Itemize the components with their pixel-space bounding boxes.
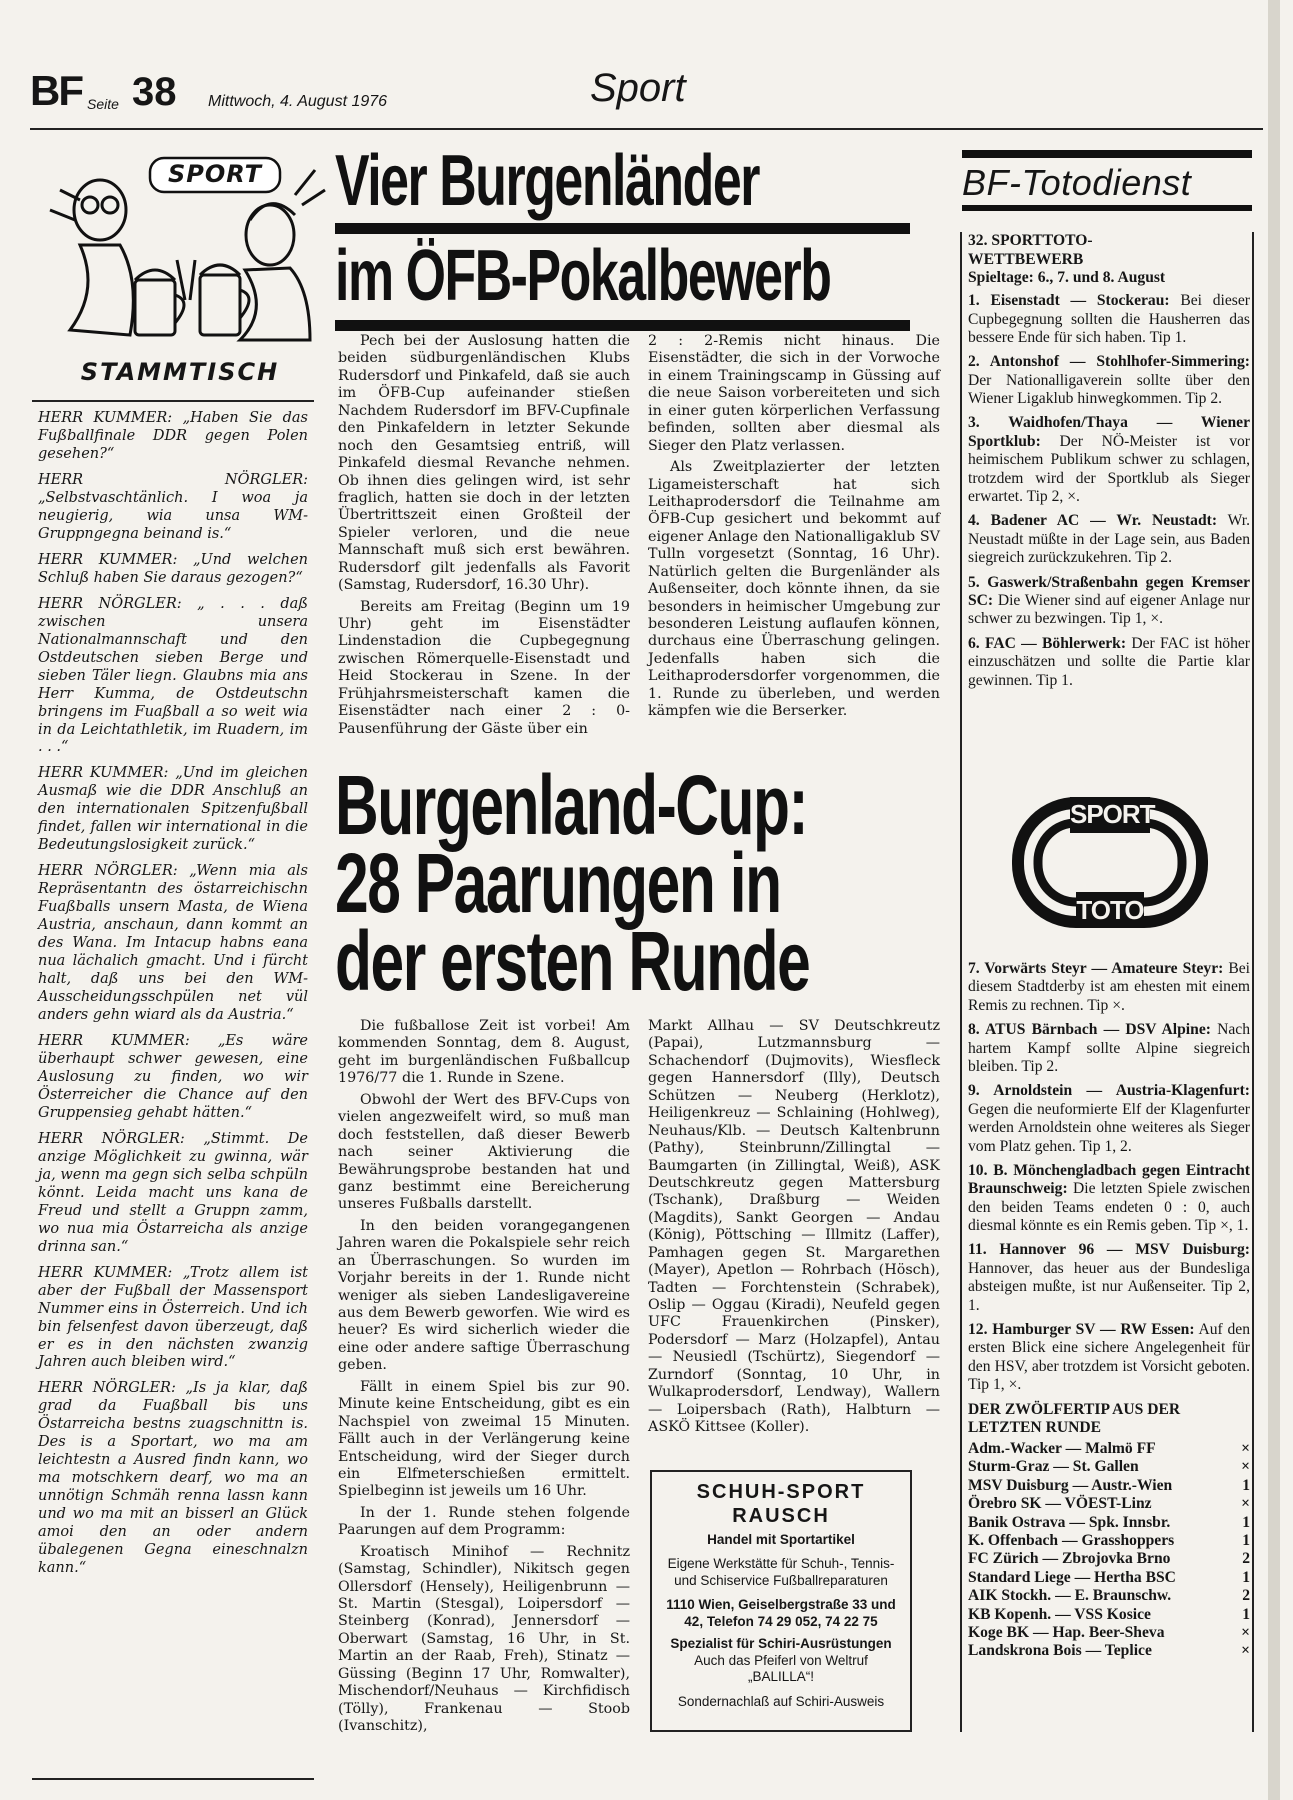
tip-teams: 11. Hannover 96 — MSV Duisburg: — [968, 1241, 1250, 1259]
ad-specialist: Spezialist für Schiri-Ausrüstungen — [670, 1636, 892, 1652]
tip-teams: 10. B. Mönchengladbach gegen Eintracht Braunschweig: — [968, 1161, 1250, 1198]
paper-logo: BF — [30, 67, 82, 114]
zwoelfer-match: K. Offenbach — Grasshoppers — [968, 1531, 1175, 1549]
tip-text: Der Nationalligaverein sollte über den Wiener Ligaklub hinwegkommen. Tip 2. — [968, 371, 1250, 408]
toto-tip — [968, 1162, 1250, 1236]
ad-pfeiferl: Auch das Pfeiferl von Weltruf „BALILLA“! — [694, 1652, 868, 1685]
article-paragraph: Fällt in einem Spiel bis zur 90. Minute keine Entscheidung, gibt es ein Nachspiel von zweimal 15 Minuten. Fällt auch in der Verlängerung keine Entscheidung, wird der Sieger durch ein Elfmeterschießen ermittelt. Spielbeginn ist jeweils um 16 Uhr. — [338, 1378, 630, 1500]
zwoelfer-match: MSV Duisburg — Austr.-Wien — [968, 1476, 1173, 1494]
zwoelfer-match: Banik Ostrava — Spk. Innsbr. — [968, 1513, 1171, 1531]
ad-name-line1: SCHUH-SPORT — [696, 1481, 866, 1503]
tip-teams: 4. Badener AC — Wr. Neustadt: — [968, 512, 1218, 530]
table-row — [968, 1495, 1250, 1513]
zwoelfer-match: FC Zürich — Zbrojovka Brno — [968, 1550, 1171, 1568]
tip-text: Hannover, das heuer aus der Bundesliga absteigen mußte, ist nur Außenseiter. Tip 2, 1. — [968, 1259, 1250, 1314]
zwoelfer-match: AIK Stockh. — E. Braunschw. — [968, 1587, 1172, 1605]
toto-tips-block-a — [968, 232, 1250, 696]
toto-tips-block-b — [968, 960, 1250, 1661]
zwoelfer-heading: DER ZWÖLFERTIP AUS DER LETZTEN RUNDE — [968, 1400, 1181, 1437]
article-paragraph: Die fußballose Zeit ist vorbei! Am kommenden Sonntag, dem 8. August, geht im burgenländischen Fußballcup 1976/77 die 1. Runde in Szene. — [338, 1018, 630, 1087]
ad-name-line2: RAUSCH — [732, 1505, 830, 1527]
zwoelfer-tip: × — [1241, 1642, 1250, 1660]
issue-date: Mittwoch, 4. August 1976 — [208, 93, 388, 110]
toto-tip — [968, 512, 1250, 567]
tip-text: Auf den ersten Blick eine sichere Angelegenheit für den HSV, aber trotzdem ist Vorsicht geboten. Tip 1, ×. — [968, 1321, 1250, 1394]
dialogue-paragraph: HERR KUMMER: „Haben Sie das Fußballfinale DDR gegen Polen gesehen?“ — [38, 410, 308, 462]
tip-teams: 9. Arnoldstein — Austria-Klagenfurt: — [968, 1082, 1250, 1100]
table-row — [968, 1477, 1250, 1495]
article-paragraph: Pech bei der Auslosung hatten die beiden südburgenländischen Klubs Rudersdorf und Pinkafeld, daß sie auch im ÖFB-Cup aufeinander stießen Nachdem Rudersdorf im BFV-Cupfinale den Pinkafeldern in letzter Sekunde noch den Gesamtsieg entriß, will Pinkafeld diesmal Revanche nehmen. Ob ihnen dies gelingen wird, ist sehr fraglich, hatten sie doch in der letzten Übertrittszeit einen Großteil der Spieler verloren, und die neue Mannschaft muß sich erst bewähren. Rudersdorf gilt jedenfalls als Favorit (Samstag, Rudersdorf, 16.30 Uhr). — [338, 333, 630, 594]
stammtisch-logo-bottom: STAMMTISCH — [80, 358, 280, 386]
ad-address: 1110 Wien, Geiselbergstraße 33 und 42, Telefon 74 29 052, 74 22 75 — [666, 1597, 896, 1629]
tip-text: Die Wiener sind auf eigener Anlage nur schwer zu bezwingen. Tip 1, ×. — [968, 591, 1250, 628]
article2-headline-line2: 28 Paarungen in — [335, 836, 781, 930]
toto-tip — [968, 960, 1250, 1015]
tip-text: Nach hartem Kampf sollte Alpine siegreich bleiben. Tip 2. — [968, 1021, 1250, 1075]
table-row — [968, 1624, 1250, 1642]
stammtisch-logo-top: SPORT — [167, 160, 263, 188]
table-row — [968, 1514, 1250, 1532]
table-row — [968, 1569, 1250, 1587]
column-rule — [1252, 232, 1254, 1732]
zwoelfer-tip: 2 — [1242, 1587, 1250, 1605]
dialogue-paragraph: HERR KUMMER: „Und im gleichen Ausmaß wie die DDR Anschluß an den internationalen Spitzenfußball findet, fallen wir international in die Bedeutungslosigkeit zurück.“ — [38, 765, 308, 854]
table-row — [968, 1550, 1250, 1568]
tip-teams: 8. ATUS Bärnbach — DSV Alpine: — [968, 1021, 1211, 1039]
ad-discount: Sondernachlaß auf Schiri-Ausweis — [677, 1693, 885, 1709]
zwoelfer-match: Adm.-Wacker — Malmö FF — [968, 1440, 1156, 1457]
zwoelfer-tip: × — [1241, 1440, 1250, 1457]
toto-tip — [968, 1321, 1250, 1395]
tip-text: Wr. Neustadt müßte in der Lage sein, aus Baden siegreich zurückzukehren. Tip 2. — [968, 512, 1250, 567]
article1-col2 — [648, 333, 940, 725]
zwoelfer-tip: 1 — [1242, 1568, 1250, 1586]
ad-workshop: Eigene Werkstätte für Schuh-, Tennis- und Schiservice Fußballreparaturen — [667, 1556, 895, 1588]
toto-heading-line1: 32. SPORTTOTO- — [968, 232, 1093, 249]
article2-headline-line1: Burgenland-Cup: — [335, 758, 808, 852]
article-paragraph: Markt Allhau — SV Deutschkreutz (Papai), Lutzmannsburg — Schachendorf (Dujmovits), Wiesfleck gegen Hannersdorf (Illy), Deutsch Schützen — Neuberg (Herklotz), Heiligenkreuz — Schlaining (Hohlweg), Neuhaus/Klb. — Deutsch Kaltenbrunn (Pathy), Steinbrunn/Zillingtal — Baumgarten (in Zillingtal, Weiß), ASK Deutschkreutz gegen Mattersburg (Tschank), Draßburg — Weiden (Magdits), Sankt Georgen — Andau (König), Pöttsching — Illmitz (Laffer), Pamhagen gegen St. Margarethen (Mayer), Apetlon — Rohrbach (Hösch), Tadten — Forchtenstein (Schrabek), Oslip — Oggau (Kiradi), Neufeld gegen UFC Frauenkirchen (Pinsker), Podersdorf — Marz (Holzapfel), Antau — Neusiedl (Tschürtz), Siegendorf — Zurndorf (Sonntag, 10 Uhr, in Wulkaprodersdorf, Lendway), Wallern — Loipersbach (Rath), Halbturn — ASKÖ Kittsee (Koller). — [648, 1018, 940, 1436]
tip-text: Gegen die neuformierte Elf der Klagenfurter werden Arnoldstein ohne weiteres als Sieger vom Platz gehen. Tip 1, 2. — [968, 1100, 1250, 1155]
table-row — [968, 1532, 1250, 1550]
article2-headline — [335, 758, 935, 1008]
dialogue-paragraph: HERR NÖRGLER: „Is ja klar, daß grad da Fuaßball bis uns Östarreicha bestns zuagschnittn is. Des is a Sportart, wo ma am leichtestn a Ausred findn kann, wo ma motschkern dearf, wo ma an unnötign Schmäh renna lassn kann und wo ma mit an bisserl an Glück amoi den an oder andern übalegenen Gegna eineschnalzn kann.“ — [38, 1380, 308, 1577]
zwoelfer-tip: 1 — [1242, 1531, 1250, 1549]
tip-teams: 3. Waidhofen/Thaya — Wiener Sportklub: — [968, 414, 1250, 450]
dialogue-paragraph: HERR KUMMER: „Trotz allem ist aber der Fußball der Massensport Nummer eins in Österreich. Und ich bin felsenfest davon überzeugt, daß er es in den nächsten zwanzig Jahren auch bleiben wird.“ — [38, 1264, 308, 1371]
zwoelfer-tip: 1 — [1242, 1476, 1250, 1494]
zwoelfer-tip: × — [1241, 1458, 1250, 1476]
toto-tip — [968, 353, 1250, 408]
article-paragraph: 2 : 2-Remis nicht hinaus. Die Eisenstädter, die sich in der Vorwoche in einem Trainingscamp in Güssing auf die neue Saison vorbereiteten und sich in einer guten körperlichen Verfassung befinden, sollten aber diesmal als Sieger den Platz verlassen. — [648, 333, 940, 454]
toto-top-rule — [962, 150, 1252, 158]
tip-text: Bei diesem Stadtderby ist am ehesten mit einem Remis zu rechnen. Tip ×. — [968, 960, 1250, 1014]
toto-tip — [968, 1241, 1250, 1315]
article1-headline — [335, 141, 910, 331]
section-title: Sport — [590, 66, 686, 110]
article2-headline-line3: der ersten Runde — [335, 914, 810, 1008]
article2-col1 — [338, 1018, 630, 1740]
tip-text: Der NÖ-Meister ist vor heimischem Publikum schwer zu schlagen, trotzdem wird der Sportklub als Sieger erwartet. Tip 2, ×. — [968, 432, 1250, 506]
table-row — [968, 1606, 1250, 1624]
zwoelfer-tip: × — [1241, 1623, 1250, 1641]
toto-logo-bottom: TOTO — [1076, 895, 1144, 925]
zwoelfer-tip: 2 — [1242, 1550, 1250, 1568]
page-number: 38 — [132, 70, 177, 114]
toto-column — [962, 150, 1252, 211]
page-edge — [1268, 0, 1280, 1800]
table-row — [968, 1440, 1250, 1458]
tip-teams: 2. Antonshof — Stohlhofer-Simmering: — [968, 353, 1250, 371]
zwoelfer-match: Landskrona Bois — Teplice — [968, 1642, 1152, 1660]
headline-rule — [335, 320, 910, 331]
zwoelfer-match: Örebro SK — VÖEST-Linz — [968, 1495, 1152, 1513]
zwoelfer-match: Sturm-Graz — St. Gallen — [968, 1458, 1139, 1476]
zwoelfer-table — [968, 1440, 1250, 1661]
table-row — [968, 1458, 1250, 1476]
article-paragraph: Als Zweitplazierter der letzten Ligameisterschaft hat sich Leithaprodersdorf die Teilnahme am ÖFB-Cup gesichert und bekommt auf eigener Anlage den Nationalligaklub SV Tulln vorgesetzt (Sonntag, 16 Uhr). Natürlich gelten die Burgenländer als Außenseiter, doch könnte ihnen, da sie besonders in heimischer Umgebung zur besonderen Leistung auflaufen können, durchaus eine Überraschung gelingen. Jedenfalls haben sich die Leithaprodersdorfer vorgenommen, die 1. Runde zu überleben, und werden kämpfen wie die Berserker. — [648, 459, 940, 720]
schuh-sport-ad — [650, 1470, 912, 1732]
tip-text: Die letzten Spiele zwischen den beiden Teams endeten 0 : 0, auch diesmal könnte es ein Remis geben. Tip ×, 1. — [968, 1180, 1250, 1235]
stammtisch-dialogue — [38, 410, 308, 1586]
dialogue-paragraph: HERR NÖRGLER: „Wenn mia als Repräsentantn des östarreichischn Fuaßballs unsern Masta, de Wiena Austria, anschaun, dann kommt an des Wana. Im Intacup habns eana nua lächalich gmacht. Und i fürcht halt, daß uns bei den WM-Ausscheidungsschpülen net vül anders gehn wiard als da Austria.“ — [38, 863, 308, 1024]
page-label: Seite — [87, 96, 119, 112]
zwoelfer-tip: × — [1241, 1495, 1250, 1513]
dialogue-paragraph: HERR NÖRGLER: „Selbstvaschtänlich. I woa ja neugierig, wia unsa WM-Gruppngegna beinand is.“ — [38, 471, 308, 542]
headline-rule — [335, 223, 910, 234]
toto-title-rule — [962, 205, 1252, 211]
article2-col2 — [648, 1018, 940, 1441]
stammtisch-cartoon — [40, 150, 330, 390]
article1-headline-line2: im ÖFB-Pokalbewerb — [335, 236, 831, 316]
ad-subtitle: Handel mit Sportartikel — [707, 1532, 855, 1547]
toto-tip — [968, 574, 1250, 629]
dialogue-paragraph: HERR KUMMER: „Es wäre überhaupt schwer gewesen, eine Auslosung zu finden, wo wir Österreicher die Chance auf den Gruppensieg gehabt hätten.“ — [38, 1033, 308, 1121]
zwoelfer-tip: 1 — [1242, 1513, 1250, 1531]
tip-teams: 6. FAC — Böhlerwerk: — [968, 634, 1127, 652]
zwoelfer-match: KB Kopenh. — VSS Kosice — [968, 1605, 1151, 1623]
article-paragraph: In der 1. Runde stehen folgende Paarungen auf dem Programm: — [338, 1504, 630, 1539]
article-paragraph: Kroatisch Minihof — Rechnitz (Samstag, Schindler), Nikitsch gegen Ollersdorf (Hensely), Heiligenbrunn — St. Martin (Stesgal), Loipersdorf — Steinberg (Konrad), Jennersdorf — Oberwart (Samstag, 16 Uhr, in St. Martin an der Raab, Freh), Stinatz — Güssing (Beginn 17 Uhr, Romwalter), Mischendorf/Neuhaus — Kirchfidisch (Tölly), Frankenau — Stoob (Ivanschitz), — [338, 1543, 630, 1735]
toto-tip — [968, 635, 1250, 690]
tip-teams: 12. Hamburger SV — RW Essen: — [968, 1321, 1195, 1339]
article1-col1 — [338, 333, 630, 742]
article-paragraph: Bereits am Freitag (Beginn um 19 Uhr) geht im Eisenstädter Lindenstadion die Cupbegegnung zwischen Römerquelle-Eisenstadt und Heid Stockerau in Szene. In der Frühjahrsmeisterschaft kamen die Eisenstädter nach einer 2 : 0-Pausenführung der Gäste über ein — [338, 598, 630, 737]
toto-heading-line2: WETTBEWERB — [968, 250, 1084, 268]
table-row — [968, 1587, 1250, 1605]
toto-logo-top: SPORT — [1070, 799, 1155, 829]
tip-teams: 5. Gaswerk/Straßenbahn gegen Kremser SC: — [968, 573, 1250, 609]
article-paragraph: Obwohl der Wert des BFV-Cups von vielen angezweifelt wird, so muß man doch feststellen, daß dieser Bewerb nach seiner Aktivierung die Bewährungsprobe bestanden hat und ganz bestimmt eine Bereicherung unseres Fußballs darstellt. — [338, 1091, 630, 1213]
tip-text: Der FAC ist höher einzuschätzen und sollte die Partie klar gewinnen. Tip 1. — [968, 634, 1251, 689]
tip-text: Bei dieser Cupbegegnung sollten die Hausherren das bessere Ende für sich haben. Tip 1. — [968, 292, 1250, 346]
page-header — [30, 60, 1263, 130]
dialogue-paragraph: HERR NÖRGLER: „ . . . daß zwischen unsera Nationalmannschaft und den Ostdeutschen sieben Berge und sieben Täler liegn. Glaubns mia ans Herr Kumma, de Ostdeutschn bringens im Fuaßball a so weit wia in da Leichtathletik, im Ruadern, im . . .“ — [38, 595, 308, 756]
toto-tip — [968, 414, 1250, 506]
table-row — [968, 1642, 1250, 1660]
toto-spieltage: Spieltage: 6., 7. und 8. August — [968, 269, 1166, 287]
article-paragraph: In den beiden vorangegangenen Jahren waren die Pokalspiele sehr reich an Überraschungen. So wurden im Vorjahr bereits in der 1. Runde nicht weniger als sieben Landesligavereine aus dem Bewerb geworfen. Wie wird es heuer? Es wird sicherlich wieder die eine oder andere saftige Überraschung geben. — [338, 1217, 630, 1374]
article1-headline-line1: Vier Burgenländer — [335, 141, 759, 221]
toto-title: BF-Totodienst — [962, 162, 1192, 203]
tip-teams: 1. Eisenstadt — Stockerau: — [968, 292, 1170, 310]
zwoelfer-tip: 1 — [1242, 1605, 1250, 1623]
zwoelfer-match: Koge BK — Hap. Beer-Sheva — [968, 1623, 1165, 1641]
tip-teams: 7. Vorwärts Steyr — Amateure Steyr: — [968, 960, 1224, 977]
sport-toto-logo — [1010, 795, 1210, 930]
dialogue-paragraph: HERR KUMMER: „Und welchen Schluß haben Sie daraus gezogen?“ — [38, 551, 308, 586]
dialogue-paragraph: HERR NÖRGLER: „Stimmt. De anzige Möglichkeit zu gwinna, wär ja, wenn ma gegn sich selba schpüln könnt. Leida macht uns kana de Freud und stellt a Gruppn zamm, wo nua mia Östarreicha als anzige drinna san.“ — [38, 1130, 308, 1255]
zwoelfer-match: Standard Liege — Hertha BSC — [968, 1568, 1176, 1586]
column-rule — [960, 232, 962, 1732]
toto-tip — [968, 1021, 1250, 1076]
toto-tip — [968, 292, 1250, 347]
toto-tip — [968, 1082, 1250, 1156]
